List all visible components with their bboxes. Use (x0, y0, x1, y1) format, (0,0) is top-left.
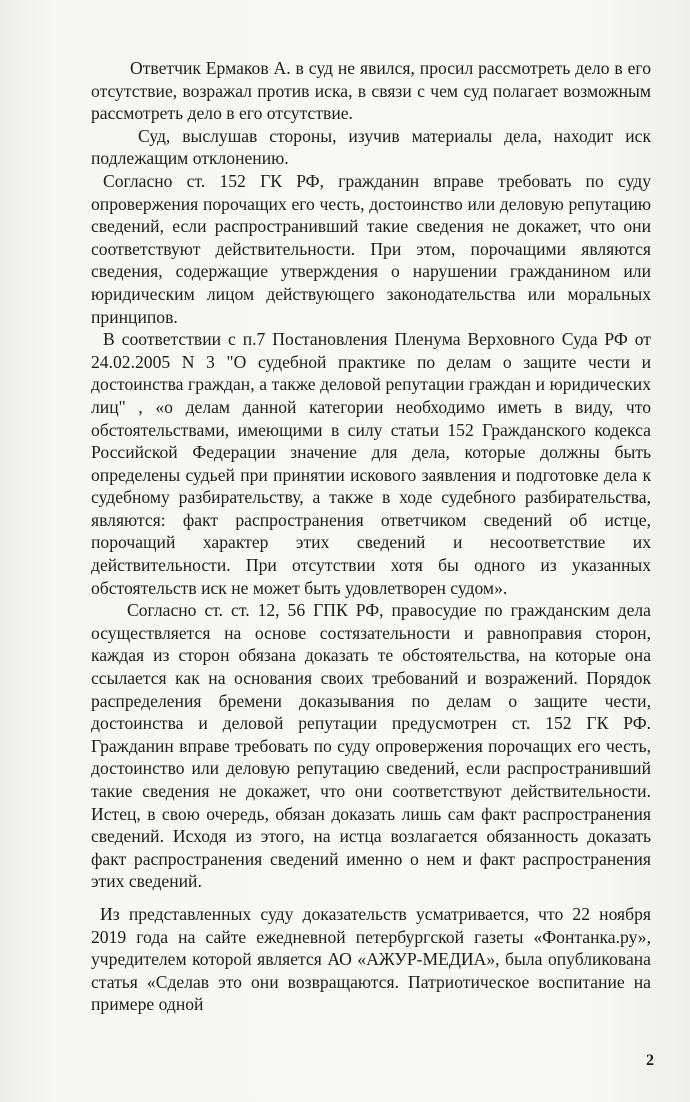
page-number: 2 (646, 1052, 654, 1069)
paragraph-defendant-absence: Ответчик Ермаков А. в суд не явился, просил рассмотреть дело в его отсутствие, возражал против иска, в связи с чем суд полагает возможным рассмотреть дело в его отсутствие. (91, 58, 651, 124)
paragraph-court-finding: Суд, выслушав стороны, изучив материалы дела, находит иск подлежащим отклонению. (91, 125, 651, 169)
paragraph-article-152: Согласно ст. 152 ГК РФ, гражданин вправе требовать по суду опровержения порочащих его честь, достоинство или деловую репутацию сведений, если распространивший такие сведения не докажет, что они соответствуют действительности. При этом, порочащими являются сведения, содержащие утверждения о нарушении гражданином или юридическим лицом действующего законодательства или моральных принципов. (91, 170, 651, 327)
paragraph-civil-procedure: Согласно ст. ст. 12, 56 ГПК РФ, правосудие по гражданским дела осуществляется на основе состязательности и равноправия сторон, каждая из сторон обязана доказать те обстоятельства, на которые она ссылается как на основания своих требований и возражений. Порядок распределения бремени доказывания по делам о защите чести, достоинства и деловой репутации предусмотрен ст. 152 ГК РФ. Гражданин вправе требовать по суду опровержения порочащих его честь, достоинство или деловую репутацию сведений, если распространивший такие сведения не докажет, что они соответствуют действительности. Истец, в свою очередь, обязан доказать лишь сам факт распространения сведений. Исходя из этого, на истца возлагается обязанность доказать факт распространения сведений именно о нем и факт распространения этих сведений. (91, 600, 651, 892)
paragraph-evidence: Из представленных суду доказательств усматривается, что 22 ноября 2019 года на сайте ежедневной петербургской газеты «Фонтанка.ру», учредителем которой является АО «АЖУР-МЕДИА», была опубликована статья «Сделав это они возвращаются. Патриотическое воспитание на примере одной (91, 903, 651, 1015)
document-body (91, 57, 651, 1016)
paragraph-plenum-resolution: В соответствии с п.7 Постановления Пленума Верховного Суда РФ от 24.02.2005 N 3 "О судебной практике по делам о защите чести и достоинства граждан, а также деловой репутации граждан и юридических лиц" , «о делам данной категории необходимо иметь в виду, что обстоятельствами, имеющими в силу статьи 152 Гражданского кодекса Российской Федерации значение для дела, которые должны быть определены судьей при принятии искового заявления и подготовке дела к судебному разбирательству, а также в ходе судебного разбирательства, являются: факт распространения ответчиком сведений об истце, порочащий характер этих сведений и несоответствие их действительности. При отсутствии хотя бы одного из указанных обстоятельств иск не может быть удовлетворен судом». (91, 329, 651, 598)
